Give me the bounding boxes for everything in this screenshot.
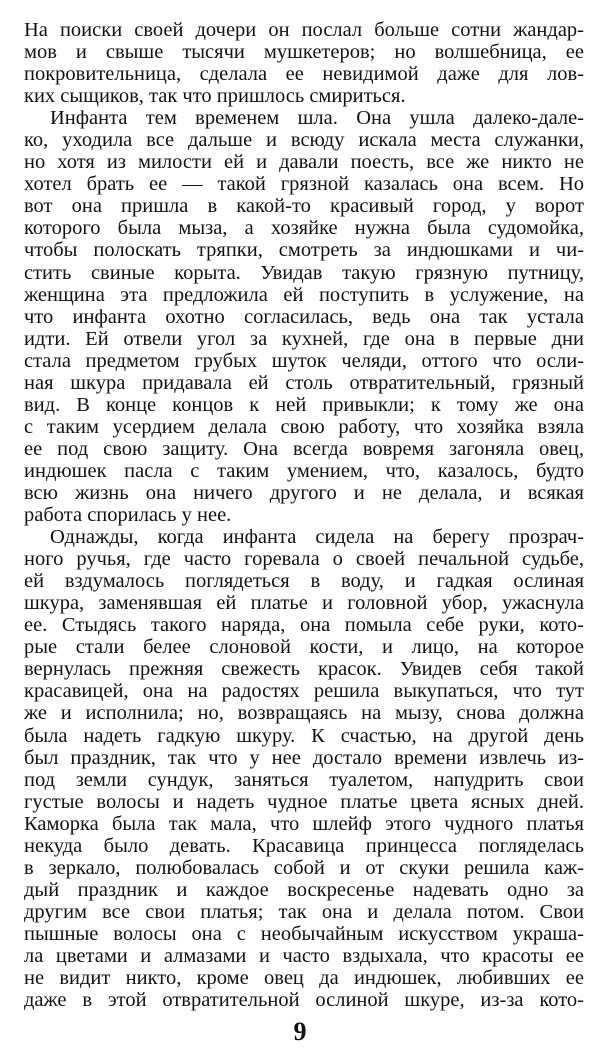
text-line: Каморка была так мала, что шлейф этого чудного платья xyxy=(24,812,584,835)
text-line: женщина эта предложила ей поступить в услужение, на xyxy=(24,283,584,306)
page-number: 9 xyxy=(293,1017,307,1046)
text-line: был праздник, так что у нее достало времени извлечь из- xyxy=(24,746,584,769)
text-line: работа спорилась у нее. xyxy=(24,504,232,527)
text-line: стала предметом грубых шуток челяди, оттого что осли- xyxy=(24,349,584,372)
text-line: шкура, заменявшая ей платье и головной убор, ужаснула xyxy=(24,592,584,615)
text-line: ла цветами и алмазами и часто вздыхала, что красоты ее xyxy=(24,944,584,967)
text-line: густые волосы и надеть чудное платье цвета ясных дней. xyxy=(24,790,584,813)
text-line: не видит никто, кроме овец да индюшек, любивших ее xyxy=(24,967,584,990)
text-line: ная шкура придавала ей столь отвратительный, грязный xyxy=(24,371,584,394)
text-line: На поиски своей дочери он послал больше сотни жандар- xyxy=(24,19,584,41)
text-line: Инфанта тем временем шла. Она ушла далеко-дале- xyxy=(50,107,584,130)
text-line: дый праздник и каждое воскресенье надевать одно за xyxy=(24,878,584,901)
paragraph xyxy=(24,107,584,526)
text-line: вид. В конце концов к ней привыкли; к тому же она xyxy=(24,393,584,416)
text-line: некуда было девать. Красавица принцесса погляделась xyxy=(24,834,584,857)
text-line: другим все свои платья; так она и делала потом. Свои xyxy=(24,900,584,923)
text-line: под земли сундук, заняться туалетом, напудрить свои xyxy=(24,768,584,791)
paragraph xyxy=(24,526,584,1011)
text-line: ее. Стыдясь такого наряда, она помыла себе руки, кото- xyxy=(24,614,584,637)
text-line: же и исполнила; но, возвращаясь на мызу, снова должна xyxy=(24,702,584,725)
text-line: вот она пришла в какой-то красивый город, у ворот xyxy=(24,195,584,218)
text-line: с таким усердием делала свою работу, что хозяйка взяла xyxy=(24,415,584,438)
text-line: стить свиные корыта. Увидав такую грязную путницу, xyxy=(24,261,584,284)
text-line: но хотя из милости ей и давали поесть, все же никто не xyxy=(24,151,584,174)
text-line: даже в этой отвратительной ослиной шкуре, из-за кото- xyxy=(24,989,584,1012)
text-line: в зеркало, полюбовалась собой и от скуки решила каж- xyxy=(24,856,584,879)
text-line: ей вздумалось поглядеться в воду, и гадкая ослиная xyxy=(24,570,584,593)
text-line: Однажды, когда инфанта сидела на берегу прозрач- xyxy=(50,526,584,549)
text-line: была надеть гадкую шкуру. К счастью, на другой день xyxy=(24,724,584,747)
text-line: вернулась прежняя свежесть красок. Увидев себя такой xyxy=(24,658,584,681)
text-line: ко, уходила все дальше и всюду искала места служанки, xyxy=(24,129,584,152)
paragraph xyxy=(24,19,584,107)
book-page-text xyxy=(24,19,584,1011)
text-line: чтобы полоскать тряпки, смотреть за индюшками и чи- xyxy=(24,239,584,262)
text-line: ких сыщиков, так что пришлось смириться. xyxy=(24,85,406,108)
text-line: красавицей, она на радостях решила выкупаться, что тут xyxy=(24,680,584,703)
text-line: которого была мыза, а хозяйке нужна была судомойка, xyxy=(24,217,584,240)
text-line: всю жизнь она ничего другого и не делала, и всякая xyxy=(24,481,584,504)
text-line: мов и свыше тысячи мушкетеров; но волшебница, ее xyxy=(24,41,584,64)
text-line: индюшек пасла с таким умением, что, казалось, будто xyxy=(24,459,584,482)
text-line: идти. Ей отвели угол за кухней, где она в первые дни xyxy=(24,327,584,350)
text-line: пышные волосы она с необычайным искусством украша- xyxy=(24,922,584,945)
text-line: ее под свою защиту. Она всегда вовремя загоняла овец, xyxy=(24,437,584,460)
text-line: рые стали белее слоновой кости, и лицо, на которое xyxy=(24,636,584,659)
text-line: покровительница, сделала ее невидимой даже для лов- xyxy=(24,63,584,86)
text-line: хотел брать ее — такой грязной казалась она всем. Но xyxy=(24,173,584,196)
text-line: ного ручья, где часто горевала о своей печальной судьбе, xyxy=(24,548,584,571)
text-line: что инфанта охотно согласилась, ведь она так устала xyxy=(24,305,584,328)
